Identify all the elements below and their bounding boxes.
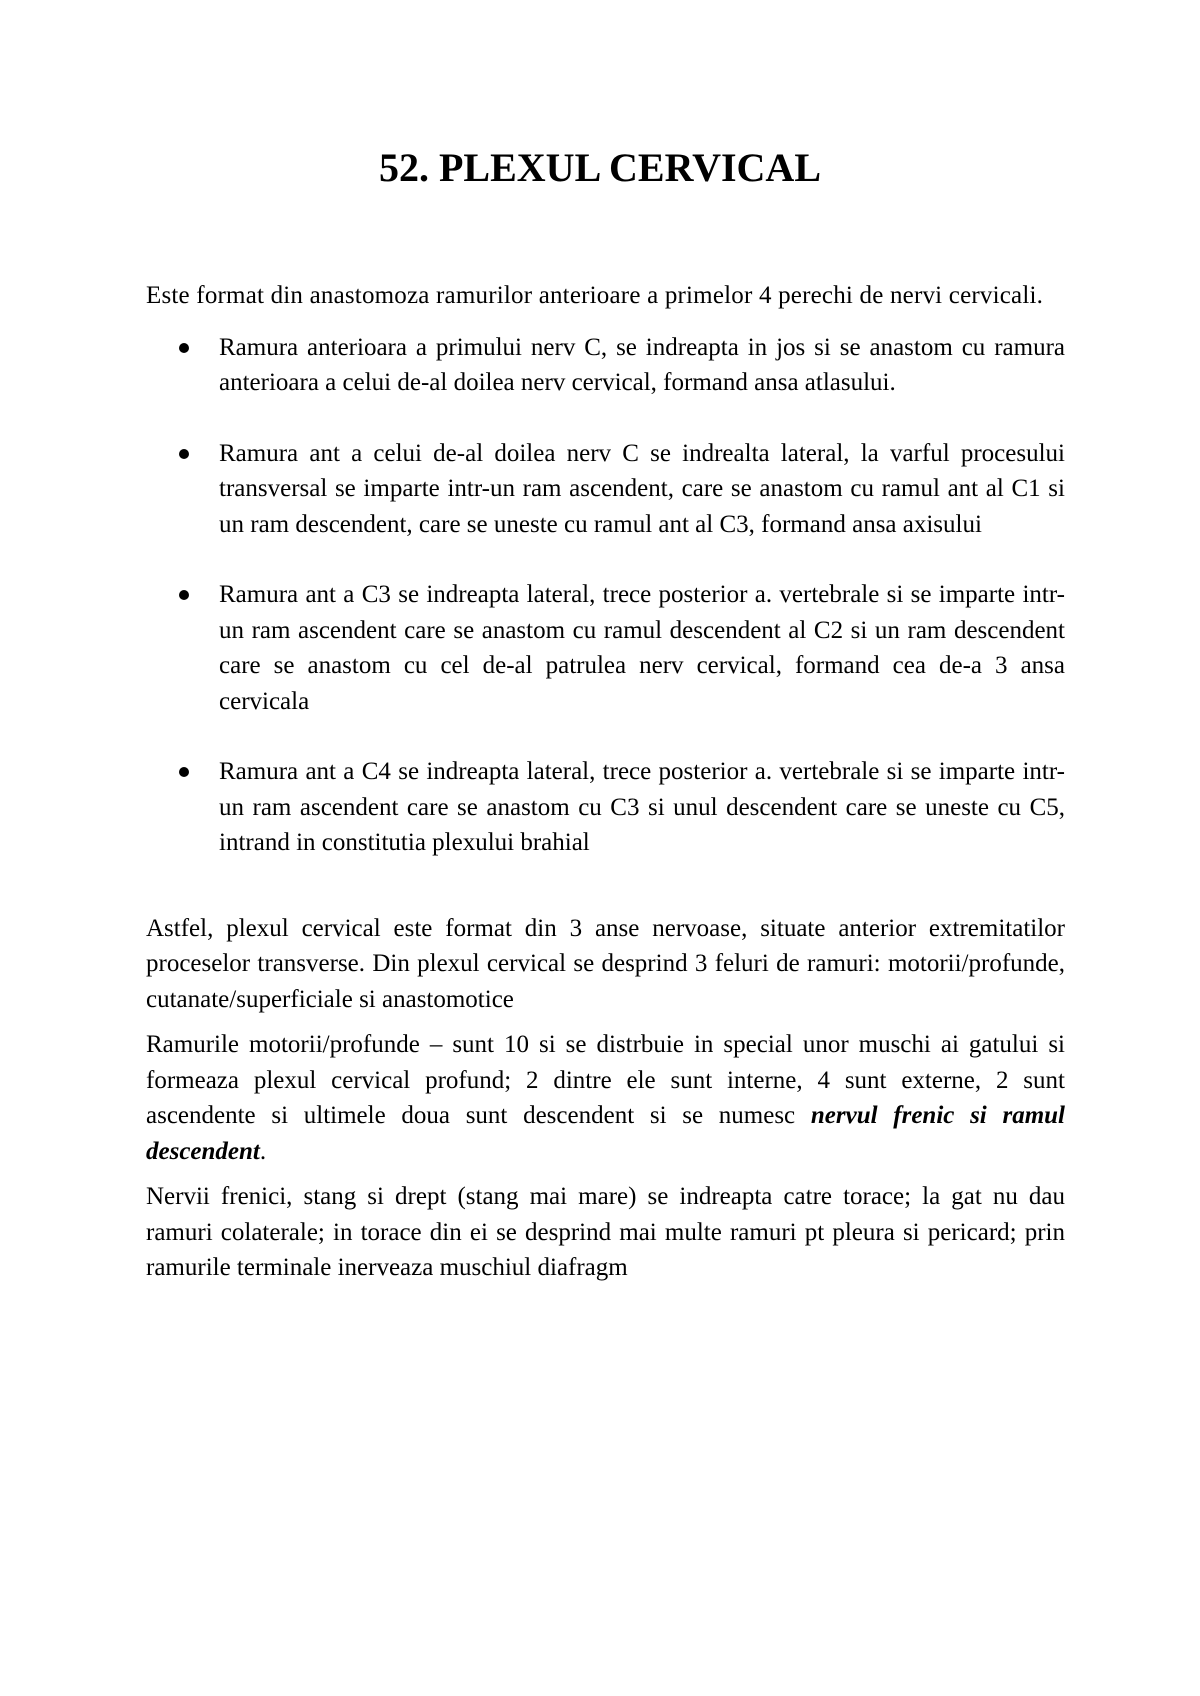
bullet-list bbox=[146, 330, 1065, 861]
motorii-end: . bbox=[259, 1137, 267, 1165]
bullet-item bbox=[219, 436, 1065, 543]
emphasis-text: nervul frenic si ramul descendent bbox=[146, 1102, 1065, 1165]
frenici-paragraph: Nervii frenici, stang si drept (stang mai mare) se indreapta catre torace; la gat nu dau ramuri colaterale; in torace din ei se desprind mai multe ramuri pt pleura si pericard; prin ramurile terminale inerveaza muschiul diafragm bbox=[146, 1183, 1065, 1281]
bullet-text: Ramura ant a celui de-al doilea nerv C se indrealta lateral, la varful procesului transversal se imparte intr-un ram ascendent, care se anastom cu ramul ant al C1 si un ram descendent, care se uneste cu ramul ant al C3, formand ansa axisului bbox=[219, 439, 1065, 538]
astfel-paragraph: Astfel, plexul cervical este format din 3 anse nervoase, situate anterior extremitatilor proceselor transverse. Din plexul cervical se desprind 3 feluri de ramuri: motorii/profunde, cutanate/superficiale si anastomotice bbox=[146, 914, 1065, 1013]
bullet-text: Ramura ant a C3 se indreapta lateral, trece posterior a. vertebrale si se imparte intr-un ram ascendent care se anastom cu ramul descendent al C2 si un ram descendent care se anastom cu cel de-al patrulea nerv cervical, formand cea de-a 3 ansa cervicala bbox=[219, 581, 1065, 715]
bullet-icon bbox=[179, 343, 189, 353]
motorii-text: Ramurile motorii/profunde – sunt 10 si se distrbuie in special unor muschi ai gatului si formeaza plexul cervical profund; 2 dintre ele sunt interne, 4 sunt externe, 2 sunt ascendente si ultimele doua sunt descendent si se numesc bbox=[146, 1031, 1065, 1129]
bullet-item bbox=[219, 330, 1065, 401]
bullet-text: Ramura ant a C4 se indreapta lateral, trece posterior a. vertebrale si se imparte intr-un ram ascendent care se anastom cu C3 si unul descendent care se uneste cu C5, intrand in constitutia plexului brahial bbox=[219, 758, 1065, 856]
intro-paragraph: Este format din anastomoza ramurilor anterioare a primelor 4 perechi de nervi cervicali. bbox=[146, 282, 1044, 309]
page-title: 52. PLEXUL CERVICAL bbox=[379, 145, 821, 190]
motorii-paragraph bbox=[146, 1027, 1065, 1169]
bullet-text: Ramura anterioara a primului nerv C, se indreapta in jos si se anastom cu ramura anterioara a celui de-al doilea nerv cervical, formand ansa atlasului. bbox=[219, 333, 1065, 396]
bullet-icon bbox=[179, 590, 189, 600]
document-body bbox=[146, 278, 1065, 1286]
bullet-item bbox=[219, 754, 1065, 861]
bullet-item bbox=[219, 577, 1065, 719]
bullet-icon bbox=[179, 767, 189, 777]
bullet-icon bbox=[179, 449, 189, 459]
